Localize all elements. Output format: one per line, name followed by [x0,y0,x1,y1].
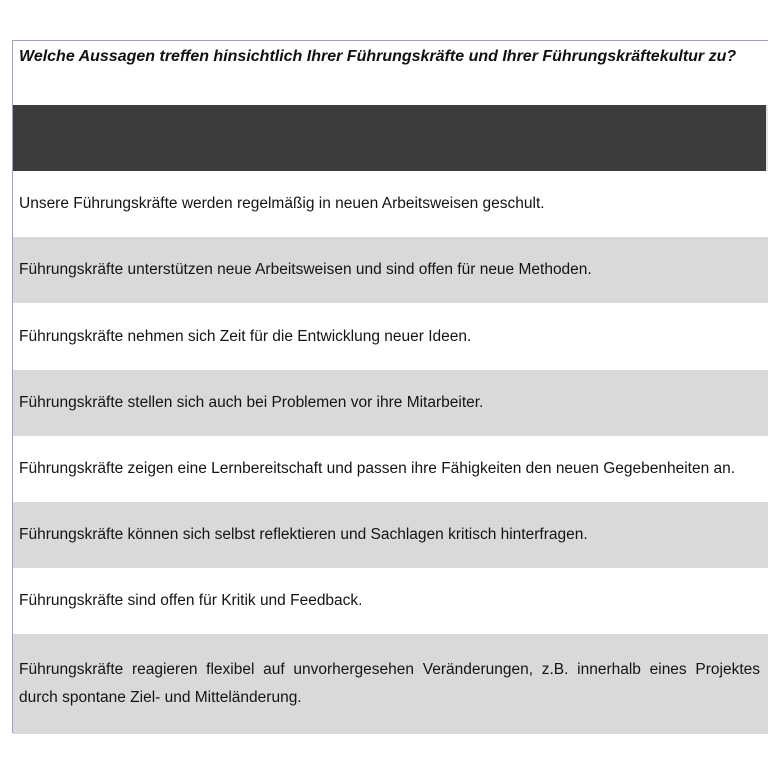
statement-row [13,171,768,237]
statement-text: Unsere Führungskräfte werden regelmäßig in neuen Arbeitsweisen geschult. [19,195,545,212]
statement-row [13,303,768,370]
statement-row [13,436,768,502]
statement-row [13,370,768,436]
statement-row [13,634,768,734]
statement-row [13,237,768,303]
statement-text: Führungskräfte nehmen sich Zeit für die Entwicklung neuer Ideen. [19,327,472,345]
statement-text: Führungskräfte sind offen für Kritik und Feedback. [19,592,363,609]
statement-list [13,171,768,734]
statement-row [13,568,768,634]
statement-row [13,502,768,568]
statement-text: Führungskräfte stellen sich auch bei Problemen vor ihre Mitarbeiter. [19,394,484,411]
statement-text: Führungskräfte reagieren flexibel auf unvorhergesehen Veränderungen, z.B. innerhalb eines Projektes durch spontane Ziel- und Mitteländerung. [19,661,760,706]
question-title: Welche Aussagen treffen hinsichtlich Ihrer Führungskräfte und Ihrer Führungskräftekultur zu? [19,48,737,65]
statement-text: Führungskräfte unterstützen neue Arbeitsweisen und sind offen für neue Methoden. [19,261,592,278]
statement-text: Führungskräfte zeigen eine Lernbereitschaft und passen ihre Fähigkeiten den neuen Gegebenheiten an. [19,460,736,477]
statement-text: Führungskräfte können sich selbst reflektieren und Sachlagen kritisch hinterfragen. [19,526,588,543]
table-header-bar [13,105,768,171]
survey-table [12,40,768,733]
